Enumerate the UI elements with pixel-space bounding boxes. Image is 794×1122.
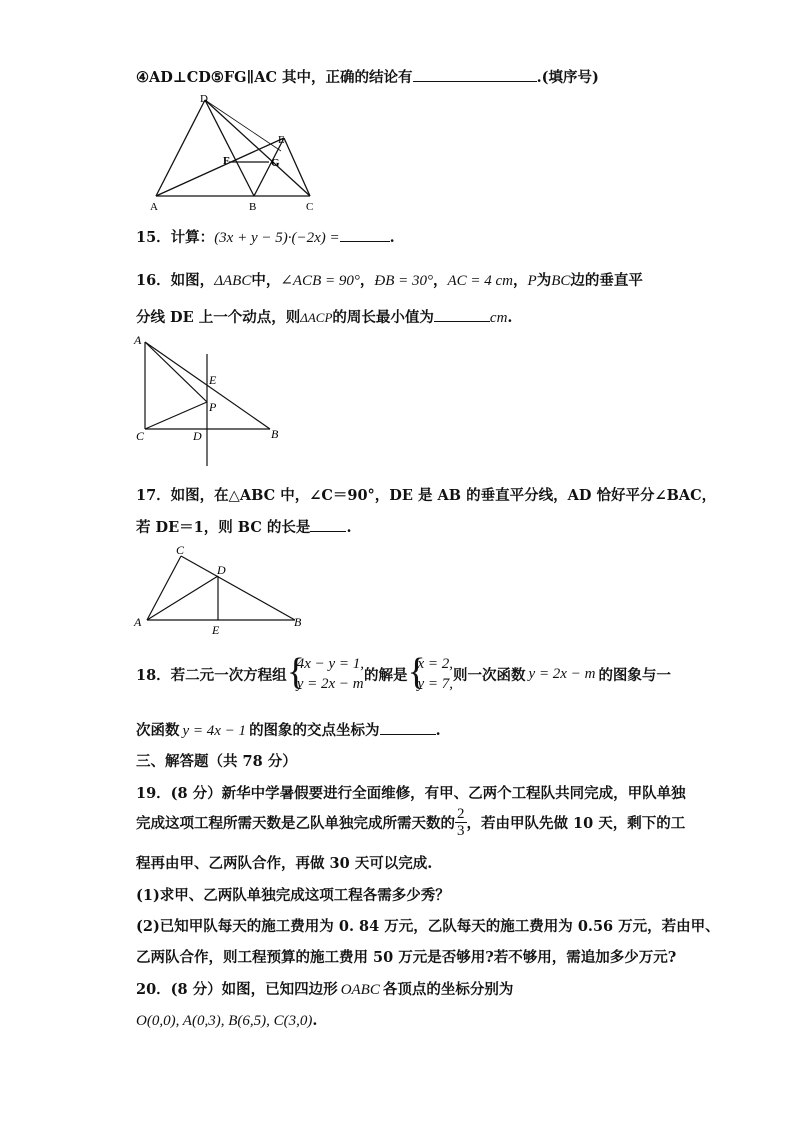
fig16-label-A: A xyxy=(134,333,142,347)
q16-math-angle: ∠ACB = 90° xyxy=(280,273,360,289)
q14-answer-blank[interactable] xyxy=(413,67,537,82)
q16-line-1 xyxy=(136,269,643,290)
q16-math-p: P xyxy=(527,273,537,289)
fig17-label-B: B xyxy=(294,615,302,629)
q19-part-2-text: 乙两队合作，则工程预算的施工费用 50 万元是否够用?若不够用，需追加多少万元? xyxy=(136,949,677,966)
q20-text-end: . xyxy=(312,1012,318,1029)
q14-suffix: .(填序号) xyxy=(536,69,599,86)
figure-17 xyxy=(130,540,320,640)
q16-line-2 xyxy=(136,306,512,327)
q18-text: 次函数 xyxy=(136,722,180,739)
q19-text: 完成这项工程所需天数是乙队单独完成所需天数的 xyxy=(136,814,455,832)
q18-text: 18．若二元一次方程组 xyxy=(136,666,287,684)
q18-text: 的图象的交点坐标为 xyxy=(249,722,380,739)
q15-suffix: . xyxy=(389,229,395,246)
fig16-label-E: E xyxy=(209,373,217,387)
fig17-label-A: A xyxy=(134,615,142,629)
q16-text: ， xyxy=(513,272,528,289)
q16-text: ， xyxy=(432,272,448,289)
q17-line-2 xyxy=(136,516,352,537)
q16-text: . xyxy=(507,309,513,326)
q16-math-acp: ΔACP xyxy=(300,310,333,325)
q17-line-1 xyxy=(136,484,716,505)
q16-text: 分线 DE 上一个动点，则 xyxy=(136,309,301,326)
q19-part-1 xyxy=(136,884,450,905)
q16-math-triangle: ΔABC xyxy=(214,273,252,289)
fig14-label-A: A xyxy=(150,201,158,213)
q16-text: 为 xyxy=(536,272,552,289)
q16-text: 中， xyxy=(251,272,281,289)
q18-text: 则一次函数 xyxy=(453,666,526,684)
q15-answer-blank[interactable] xyxy=(340,227,390,242)
section-3-title: 三、解答题（共 78 分） xyxy=(136,753,297,770)
q19-fraction xyxy=(455,806,467,839)
fig17-label-D: D xyxy=(217,563,226,577)
q20-text: 20．(8 分）如图，已知四边形 xyxy=(136,981,338,998)
fig17-label-C: C xyxy=(176,543,185,557)
fig14-label-B: B xyxy=(249,201,257,213)
fig16-label-D: D xyxy=(193,429,202,443)
q18-system-1: { 4x − y = 1, y = 2x − m xyxy=(286,651,364,693)
figure-16 xyxy=(130,332,300,472)
q20-line-1 xyxy=(136,978,513,999)
q17-text: 若 DE＝1，则 BC 的长是 xyxy=(136,519,311,536)
fig14-label-D: D xyxy=(200,93,208,105)
q15-line xyxy=(136,226,395,247)
q19-part-2-line-1 xyxy=(136,915,720,936)
q18-system-1-eq2: y = 2x − m xyxy=(296,676,364,692)
q19-part-2-line-2 xyxy=(136,946,676,967)
q18-line-2 xyxy=(136,719,441,740)
q19-fraction-denominator: 3 xyxy=(457,822,465,839)
q18-answer-blank[interactable] xyxy=(380,720,436,735)
q19-text: ，若由甲队先做 10 天，剩下的工 xyxy=(466,814,686,832)
q19-text: 程再由甲、乙两队合作，再做 30 天可以完成. xyxy=(136,855,433,872)
q16-unit: cm xyxy=(489,310,508,326)
fig16-label-B: B xyxy=(271,427,279,441)
q14-line xyxy=(136,66,599,87)
q17-text-end: . xyxy=(346,519,352,536)
figure-14 xyxy=(140,90,340,214)
q16-text: 边的垂直平 xyxy=(570,272,643,289)
q15-expression: (3x + y − 5)·(−2x) = xyxy=(214,230,340,246)
q20-math-quad: OABC xyxy=(340,982,380,998)
q20-text: 各顶点的坐标分别为 xyxy=(382,981,514,998)
q19-line-1 xyxy=(136,782,686,803)
section-3-heading xyxy=(136,750,297,771)
fig16-label-C: C xyxy=(136,429,145,443)
q19-part-2-text: (2)已知甲队每天的施工费用为 0. 84 万元，乙队每天的施工费用为 0.56 万元，若由甲、 xyxy=(136,918,720,935)
q18-line-1 xyxy=(136,651,671,694)
q15-prefix: 15．计算： xyxy=(136,229,215,246)
q14-text: ④AD⊥CD⑤FG∥AC 其中，正确的结论有 xyxy=(136,69,413,86)
fig14-label-F: F xyxy=(223,155,230,167)
q19-fraction-numerator: 2 xyxy=(457,805,465,822)
q20-line-2 xyxy=(136,1012,317,1030)
q20-math-coordinates: O(0,0), A(0,3), B(6,5), C(3,0) xyxy=(136,1013,313,1029)
q18-text-end: . xyxy=(435,722,441,739)
q18-text: 的解是 xyxy=(364,666,408,684)
q19-text: 19．(8 分）新华中学暑假要进行全面维修，有甲、乙两个工程队共同完成，甲队单独 xyxy=(136,785,686,802)
q19-line-3 xyxy=(136,852,432,873)
q16-answer-blank[interactable] xyxy=(434,307,490,322)
q19-part-1-text: (1)求甲、乙两队单独完成这项工程各需多少秀？ xyxy=(136,887,450,904)
q18-system-2-eq1: x = 2, xyxy=(417,656,454,672)
q19-line-2 xyxy=(136,805,685,839)
q18-text: 的图象与一 xyxy=(598,666,671,684)
q18-system-1-eq1: 4x − y = 1, xyxy=(296,656,364,672)
q16-text: 的周长最小值为 xyxy=(332,309,434,326)
fig14-label-E: E xyxy=(278,134,285,146)
fig14-label-C: C xyxy=(306,201,314,213)
q18-math-function-2: y = 4x − 1 xyxy=(182,723,247,739)
q16-text: 16．如图， xyxy=(136,272,215,289)
q17-answer-blank[interactable] xyxy=(310,517,346,532)
q18-system-2: { x = 2, y = 7, xyxy=(407,651,454,693)
q18-math-function-1: y = 2x − m xyxy=(528,665,596,682)
fig17-label-E: E xyxy=(212,623,220,637)
q16-math-ac: AC = 4 cm xyxy=(447,273,514,289)
fig14-label-G: G xyxy=(271,157,280,169)
q17-text: 17．如图，在△ABC 中，∠C＝90°，DE 是 AB 的垂直平分线，AD 恰好平分∠BAC， xyxy=(136,487,717,504)
q16-math-bc: BC xyxy=(551,273,571,289)
q16-math-angle-b: ÐB = 30° xyxy=(374,273,433,289)
fig16-label-P: P xyxy=(209,400,217,414)
q18-system-2-eq2: y = 7, xyxy=(417,676,454,692)
q16-text: ， xyxy=(359,272,375,289)
